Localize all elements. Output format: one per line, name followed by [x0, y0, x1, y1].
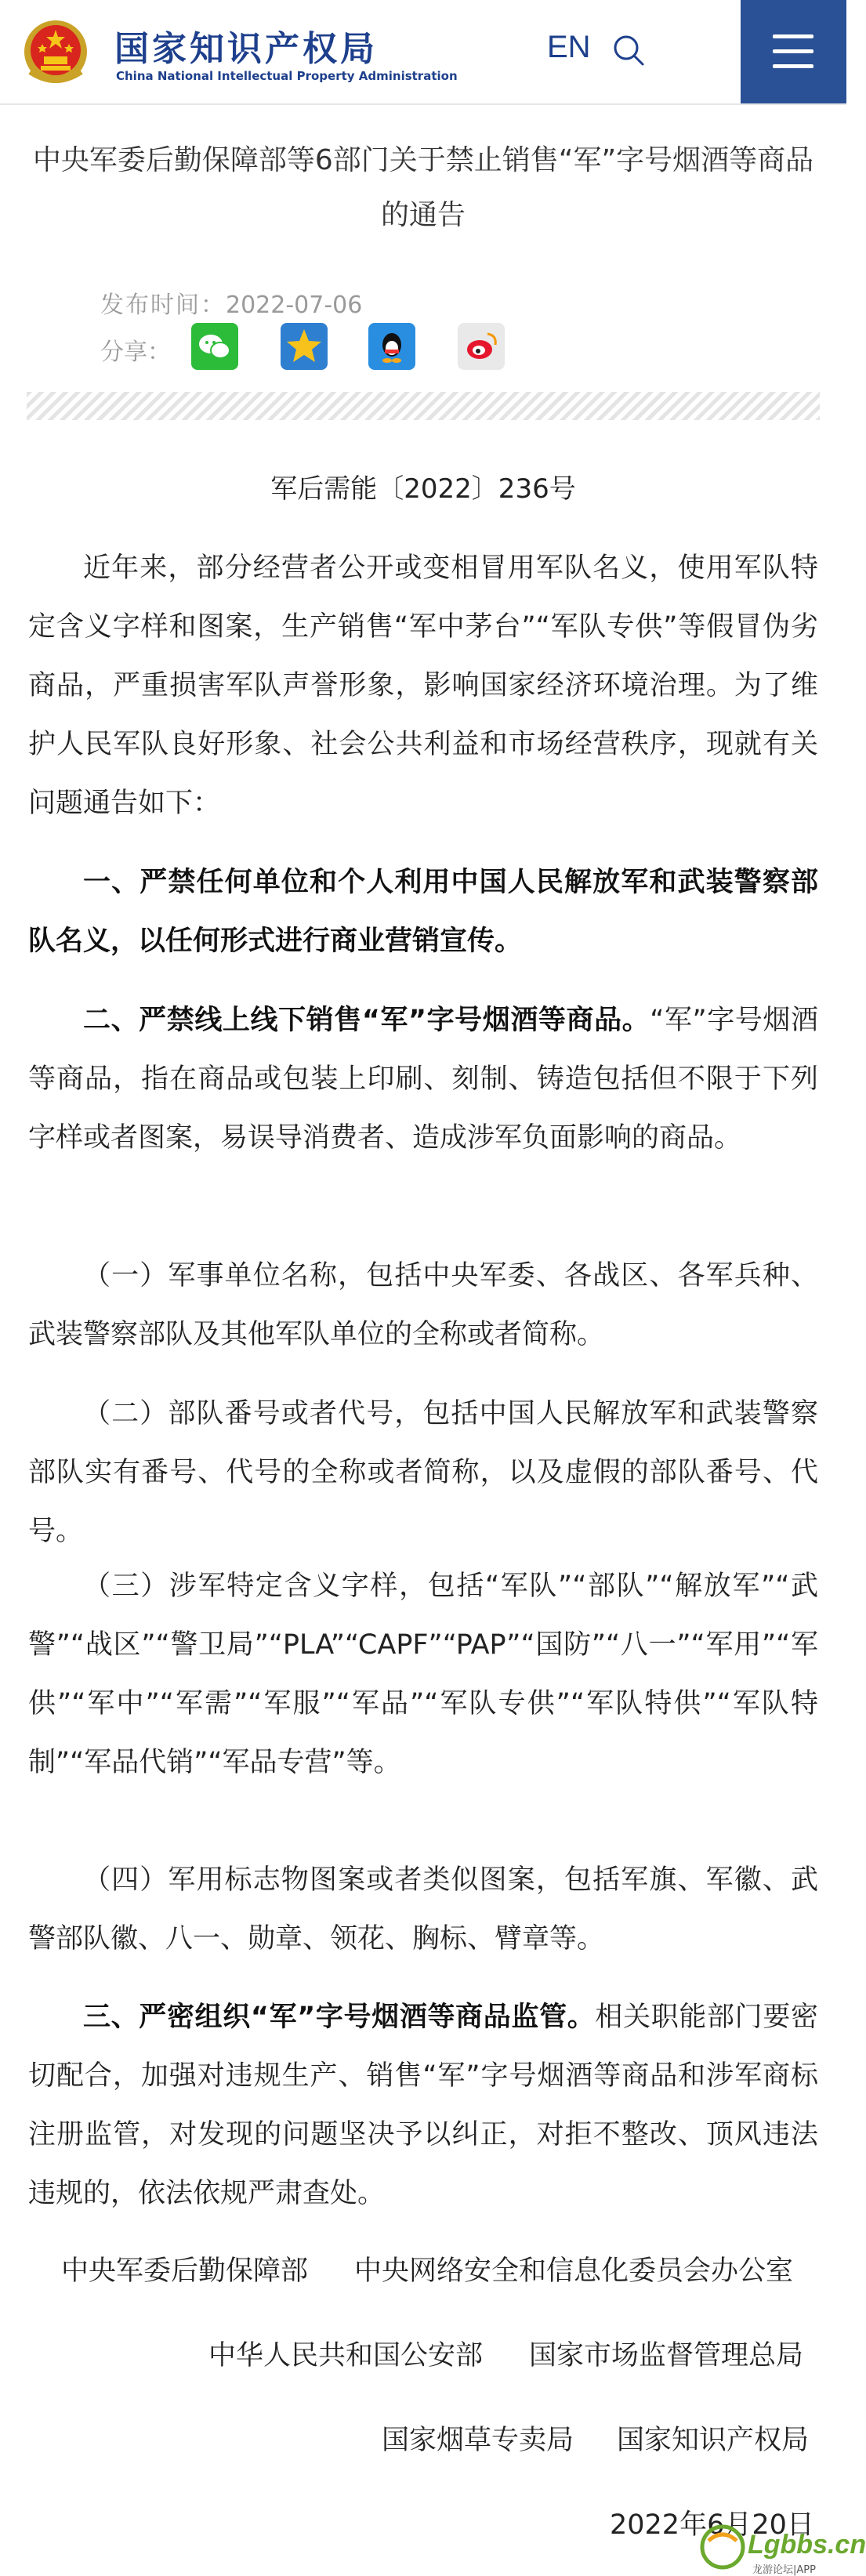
site-header: [0, 0, 846, 103]
hamburger-icon: [773, 34, 813, 38]
signatory: 国家烟草专卖局: [382, 2425, 574, 2456]
signatory: 中华人民共和国公安部: [208, 2340, 484, 2371]
paragraph-article-2-heading: 二、严禁线上线下销售“军”字号烟酒等商品。: [83, 1005, 650, 1036]
signatory: 国家知识产权局: [617, 2425, 810, 2456]
paragraph-article-1-text: 一、严禁任何单位和个人利用中国人民解放军和武装警察部队名义，以任何形式进行商业营销宣传。: [28, 867, 818, 957]
paragraph-article-3: [28, 1988, 818, 2223]
paragraph-article-2: [28, 991, 818, 1168]
signatory: 中央军委后勤保障部: [61, 2255, 309, 2287]
national-emblem-icon[interactable]: [22, 17, 89, 86]
menu-button[interactable]: [741, 0, 846, 103]
qq-icon[interactable]: [368, 323, 415, 370]
section-divider: [27, 392, 820, 420]
publish-date: [100, 285, 362, 320]
document-number: 军后需能〔2022〕236号: [270, 473, 576, 505]
search-icon[interactable]: [611, 33, 646, 67]
share-label: 分享：: [100, 339, 171, 366]
paragraph-article-2-text: “军”字号烟酒等商品，指在商品或包装上印刷、刻制、铸造包括但不限于下列字样或者图案，易误导消费者、造成涉军负面影响的商品。: [28, 1005, 818, 1154]
watermark-subtext: 龙游论坛|APP: [752, 2564, 816, 2576]
paragraph-item-3: （三）涉军特定含义字样，包括“军队”“部队”“解放军”“武警”“战区”“警卫局”“PLA”“CAPF”“PAP”“国防”“八一”“军用”“军供”“军中”“军需”“军服”“军品”“军队专供”“军队特供”“军队特制”“军品代销”“军品专营”等。: [28, 1571, 818, 1778]
paragraph-article-3-heading: 三、严密组织“军”字号烟酒等商品监管。: [83, 2002, 596, 2033]
weibo-icon[interactable]: [458, 323, 505, 370]
paragraph-item-4: （四）军用标志物图案或者类似图案，包括军旗、军徽、武警部队徽、八一、勋章、领花、胸标、臂章等。: [28, 1864, 818, 1955]
language-switch[interactable]: EN: [547, 30, 591, 64]
site-brand-name[interactable]: 国家知识产权局: [114, 29, 378, 69]
paragraph-article-3-text: 相关职能部门要密切配合，加强对违规生产、销售“军”字号烟酒等商品和涉军商标注册监管，对发现的问题坚决予以纠正，对拒不整改、顶风违法违规的，依法依规严肃查处。: [28, 2002, 818, 2209]
watermark-text: Lgbbs.cn: [748, 2530, 866, 2560]
publish-date-label: 发布时间：: [100, 292, 226, 319]
paragraph-item-1: （一）军事单位名称，包括中央军委、各战区、各军兵种、武装警察部队及其他军队单位的全称或者简称。: [28, 1260, 818, 1350]
paragraph-item-2: （二）部队番号或者代号，包括中国人民解放军和武装警察部队实有番号、代号的全称或者简称，以及虚假的部队番号、代号。: [28, 1398, 818, 1547]
article-title: 中央军委后勤保障部等6部门关于禁止销售“军”字号烟酒等商品的通告: [32, 144, 814, 231]
site-brand-english: China National Intellectual Property Administration: [116, 69, 458, 83]
wechat-icon[interactable]: [191, 323, 238, 370]
signing-date: 2022年6月20日: [610, 2509, 814, 2541]
publish-date-value: 2022-07-06: [226, 292, 363, 319]
header-divider: [0, 103, 846, 105]
paragraph-article-1: [28, 853, 818, 971]
signatory: 中央网络安全和信息化委员会办公室: [354, 2255, 794, 2287]
signatory: 国家市场监督管理总局: [529, 2340, 804, 2371]
paragraph-intro: 近年来，部分经营者公开或变相冒用军队名义，使用军队特定含义字样和图案，生产销售“军中茅台”“军队专供”等假冒伪劣商品，严重损害军队声誉形象，影响国家经济环境治理。为了维护人民军队良好形象、社会公共利益和市场经营秩序，现就有关问题通告如下：: [28, 553, 818, 819]
qzone-icon[interactable]: [281, 323, 328, 370]
